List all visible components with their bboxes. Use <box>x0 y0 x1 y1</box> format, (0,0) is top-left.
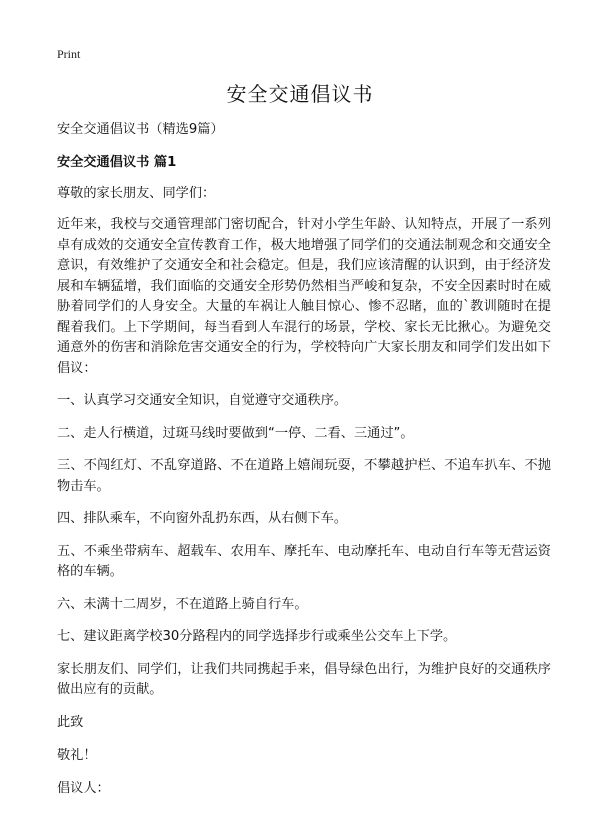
proposal-item-7: 七、建议距离学校30分路程内的同学选择步行或乘坐公交车上下学。 <box>57 629 457 644</box>
proposal-item-4: 四、排队乘车，不向窗外乱扔东西，从右侧下车。 <box>57 511 348 526</box>
proposal-item-2: 二、走人行横道，过斑马线时要做到“一停、二看、三通过”。 <box>57 425 414 441</box>
proposal-item-3: 三、不闯红灯、不乱穿道路、不在道路上嬉闹玩耍，不攀越护栏、不追车扒车、不抛物击车。 <box>57 458 551 494</box>
signature-label: 倡议人： <box>57 780 110 796</box>
document-title: 安全交通倡议书 <box>226 82 374 106</box>
section-heading: 安全交通倡议书 篇1 <box>57 155 177 170</box>
proposal-item-6: 六、未满十二周岁，不在道路上骑自行车。 <box>57 596 308 612</box>
print-link[interactable]: Print <box>57 47 81 61</box>
proposal-item-1: 一、认真学习交通安全知识，自觉遵守交通秩序。 <box>57 393 348 408</box>
proposal-item-5: 五、不乘坐带病车、超载车、农用车、摩托车、电动摩托车、电动自行车等无营运资格的车辆。 <box>57 543 551 579</box>
conclusion-paragraph: 家长朋友们、同学们，让我们共同携起手来，倡导绿色出行，为维护良好的交通秩序做出应有的贡献。 <box>57 661 551 697</box>
closing-line-2: 敬礼！ <box>57 747 97 763</box>
closing-line-1: 此致 <box>57 714 84 730</box>
document-body <box>57 120 551 812</box>
document-subtitle: 安全交通倡议书（精选9篇） <box>57 122 224 137</box>
intro-paragraph: 近年来，我校与交通管理部门密切配合，针对小学生年龄、认知特点，开展了一系列卓有成效的交通安全宣传教育工作，极大地增强了同学们的交通法制观念和交通安全意识，有效维护了交通安全和社会稳定。但是，我们应该清醒的认识到，由于经济发展和车辆猛增，我们面临的交通安全形势仍然相当严峻和复杂，不安全因素时时在威胁着同学们的人身安全。大量的车祸让人触目惊心、惨不忍睹，血的`教训随时在提醒着我们。上下学期间，每当看到人车混行的场景，学校、家长无比揪心。为避免交通意外的伤害和消除危害交通安全的行为，学校特向广大家长朋友和同学们发出如下倡议： <box>57 217 551 376</box>
greeting: 尊敬的家长朋友、同学们： <box>57 186 216 201</box>
